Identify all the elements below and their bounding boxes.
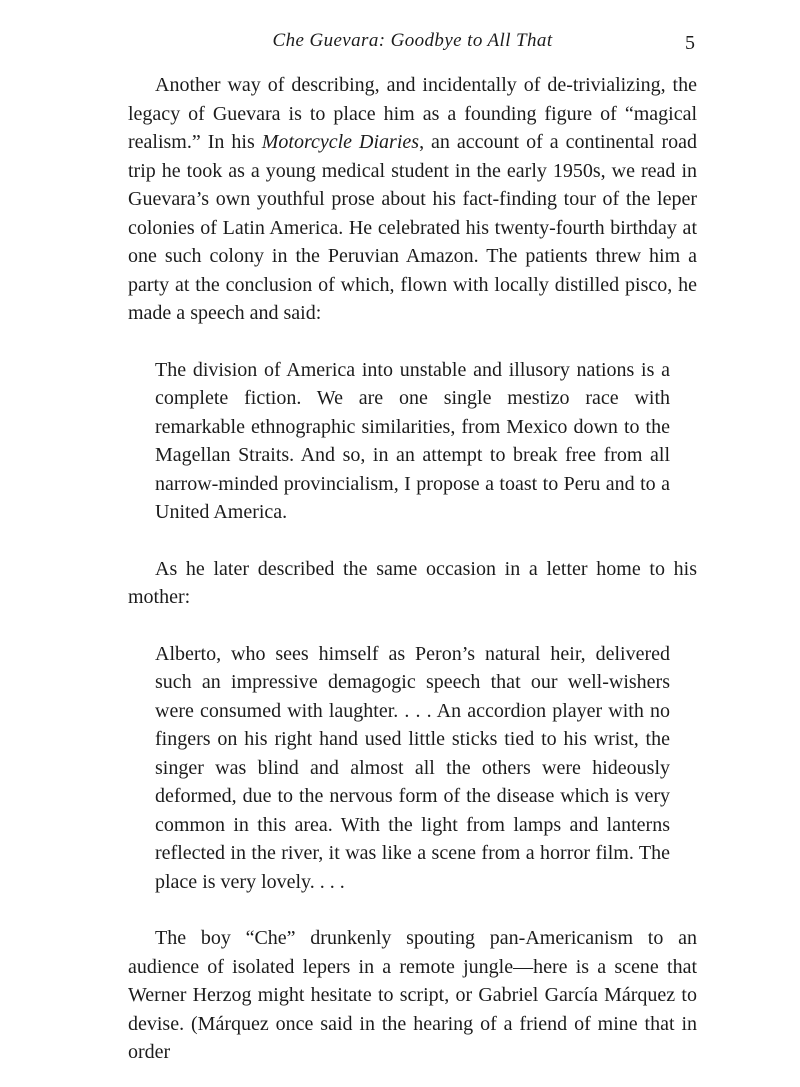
page-number: 5 <box>685 32 695 54</box>
block-quote-toast: The division of America into unstable and illusory nations is a complete fiction. We are one single mestizo race with remarkable ethnographic similarities, from Mexico down to the Magellan Straits. And so, in an attempt to break free from all narrow-minded provincialism, I propose a toast to Peru and to a United America. <box>155 358 670 523</box>
paragraph-letter-home: As he later described the same occasion in a letter home to his mother: <box>128 557 697 608</box>
body-text <box>128 71 697 1067</box>
paragraph-text: Another way of describing, and incidentally of de-trivializing, the legacy of Guevara is to place him as a founding figure of “magical realism.” In his <box>128 74 697 153</box>
paragraph-boy-che: The boy “Che” drunkenly spouting pan-Americanism to an audience of isolated lepers in a remote jungle—here is a scene that Werner Herzog might hesitate to script, or Gabriel García Márquez to devise. (Márquez once said in the hearing of a friend of mine that in order <box>128 927 697 1063</box>
paragraph-magical-realism <box>128 71 697 328</box>
block-quote-letter: Alberto, who sees himself as Peron’s natural heir, delivered such an impressive demagogic speech that our well-wishers were consumed with laughter. . . . An accordion player with no fingers on his right hand used little sticks tied to his wrist, the singer was blind and almost all the others were hideously deformed, due to the nervous form of the disease which is very common in this area. With the light from lamps and lanterns reflected in the river, it was like a scene from a horror film. The place is very lovely. . . . <box>155 642 670 893</box>
paragraph-text: , an account of a continental road trip he took as a young medical student in the early 1950s, we read in Guevara’s own youthful prose about his fact-finding tour of the leper colonies of Latin America. He celebrated his twenty-fourth birthday at one such colony in the Peruvian Amazon. The patients threw him a party at the conclusion of which, flown with locally distilled pisco, he made a speech and said: <box>128 131 698 324</box>
running-head <box>128 30 697 56</box>
book-title-italic: Motorcycle Diaries <box>261 131 420 153</box>
running-title: Che Guevara: Goodbye to All That <box>272 30 553 51</box>
